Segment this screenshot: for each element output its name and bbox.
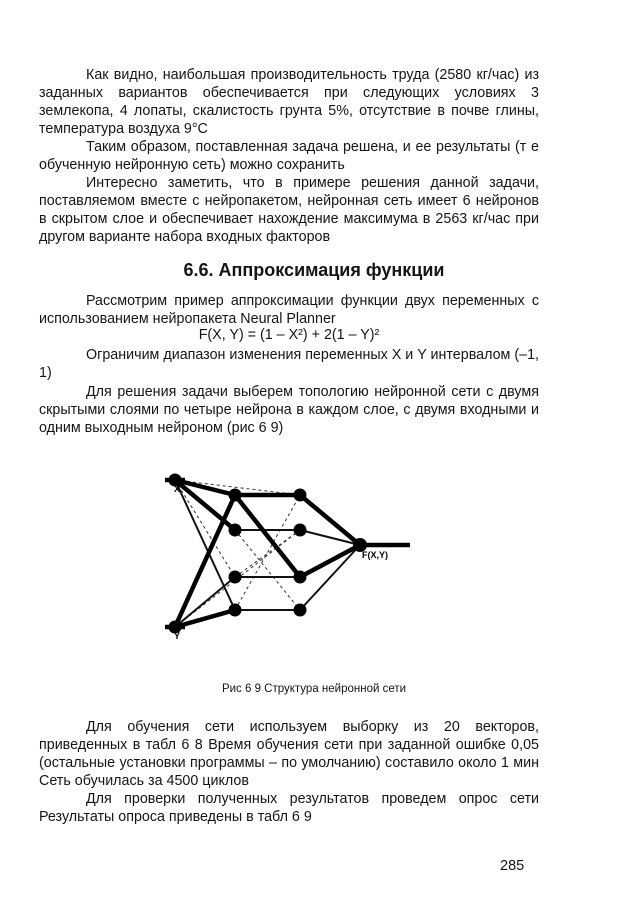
paragraph-topology: Для решения задачи выберем топологию нейронной сети с двумя скрытыми слоями по четыре нейрона в каждом слое, с двумя входными и одним выходным нейроном (рис 6 9): [39, 384, 539, 436]
neural-network-diagram: [150, 465, 430, 650]
input-y-label: Y: [174, 631, 181, 641]
input-x-label: X: [174, 484, 181, 494]
hidden1-neuron-2: [229, 524, 242, 537]
hidden2-neuron-3: [294, 571, 307, 584]
section-heading: 6.6. Аппроксимация функции: [183, 260, 445, 280]
figure-caption: Рис 6 9 Структура нейронной сети: [221, 683, 407, 695]
hidden2-neuron-4: [294, 604, 307, 617]
paragraph-range: Ограничим диапазон изменения переменных X и Y интервалом (–1, 1): [39, 347, 539, 381]
paragraph-task-solved: Таким образом, поставленная задача решена, и ее результаты (т е обученную нейронную сеть) можно сохранить: [39, 139, 539, 173]
hidden1-neuron-4: [229, 604, 242, 617]
paragraph-productivity: Как видно, наибольшая производительность труда (2580 кг/час) из заданных вариантов обеспечивается при следующих условиях 3 землекопа, 4 лопаты, скалистость грунта 5%, отсутствие в почве глины, температура воздуха 9°С: [39, 67, 539, 137]
output-label: F(X,Y): [362, 550, 388, 560]
paragraph-approximation-intro: Рассмотрим пример аппроксимации функции двух переменных с использованием нейропакета Neural Planner: [39, 293, 539, 327]
hidden1-neuron-3: [229, 571, 242, 584]
hidden2-neuron-1: [294, 489, 307, 502]
paragraph-example-note: Интересно заметить, что в примере решения данной задачи, поставляемом вместе с нейропакетом, нейронная сеть имеет 6 нейронов в скрытом слое и обеспечивает нахождение максимума в 2563 кг/час при другом варианте набора входных факторов: [39, 175, 539, 245]
page-number: 285: [500, 858, 525, 874]
hidden2-neuron-2: [294, 524, 307, 537]
hidden1-neuron-1: [229, 489, 242, 502]
paragraph-results: Для проверки полученных результатов проведем опрос сети Результаты опроса приведены в табл 6 9: [39, 791, 539, 825]
formula: F(X, Y) = (1 – X²) + 2(1 – Y)²: [198, 327, 380, 343]
paragraph-training: Для обучения сети используем выборку из 20 векторов, приведенных в табл 6 8 Время обучения сети при заданной ошибке 0,05 (остальные установки программы – по умолчанию) составило около 1 мин Сеть обучилась за 4500 циклов: [39, 719, 539, 789]
